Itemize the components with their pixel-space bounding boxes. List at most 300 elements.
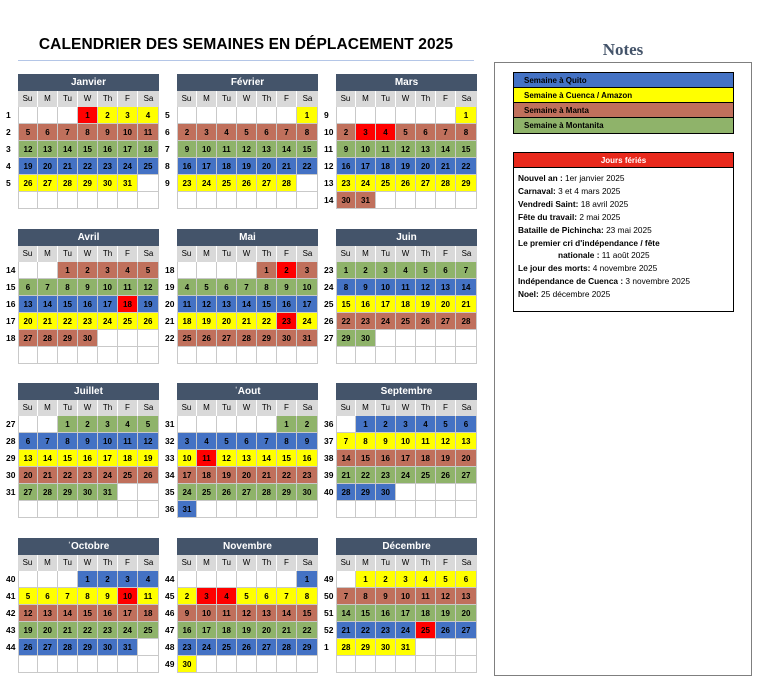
day-cell: 7 (277, 588, 297, 605)
day-cell: 4 (197, 433, 217, 450)
holiday-date: 2 mai 2025 (577, 211, 621, 222)
weekday-label: Th (416, 555, 436, 571)
day-cell: 30 (78, 330, 98, 347)
weekday-header-row (177, 246, 318, 262)
weekday-label: M (38, 555, 58, 571)
page-title: CALENDRIER DES SEMAINES EN DÉPLACEMENT 2025 (38, 36, 454, 53)
weekday-label: Th (257, 555, 277, 571)
day-cell: 8 (297, 124, 318, 141)
day-cell: 20 (38, 622, 58, 639)
day-cell: 23 (78, 313, 98, 330)
day-cell: 13 (237, 450, 257, 467)
day-cell: 22 (58, 313, 78, 330)
day-cell: 25 (217, 175, 237, 192)
week-row (336, 605, 477, 622)
day-cell: 10 (297, 279, 318, 296)
day-cell: 31 (118, 639, 138, 656)
day-cell: 25 (396, 313, 416, 330)
day-cell (177, 192, 197, 209)
day-cell: 19 (396, 158, 416, 175)
day-cell (257, 501, 277, 518)
day-cell: 3 (197, 124, 217, 141)
holiday-name: Bataille de Pichincha: (518, 224, 604, 235)
weekday-label: W (78, 400, 98, 416)
day-cell: 10 (98, 433, 118, 450)
day-cell: 24 (396, 622, 416, 639)
day-cell (217, 347, 237, 364)
week-row (177, 433, 318, 450)
day-cell (197, 262, 217, 279)
day-cell: 13 (257, 605, 277, 622)
day-cell: 8 (58, 279, 78, 296)
day-cell: 18 (416, 605, 436, 622)
day-cell (456, 347, 477, 364)
week-number: 6 (165, 127, 170, 137)
week-row (336, 124, 477, 141)
day-cell: 24 (297, 313, 318, 330)
day-cell (396, 107, 416, 124)
day-cell (277, 571, 297, 588)
week-row (336, 330, 477, 347)
month-header: Février (177, 74, 318, 91)
day-cell (396, 656, 416, 673)
day-cell (436, 501, 456, 518)
day-cell: 22 (257, 313, 277, 330)
weekday-label: Su (336, 400, 356, 416)
day-cell (217, 656, 237, 673)
day-cell (98, 192, 118, 209)
weekday-label: M (38, 91, 58, 107)
day-cell: 14 (237, 296, 257, 313)
legend-manta: Semaine à Manta (514, 103, 733, 118)
day-cell: 5 (436, 416, 456, 433)
day-cell: 18 (138, 605, 159, 622)
day-cell: 13 (217, 296, 237, 313)
week-row (18, 279, 159, 296)
day-cell: 8 (58, 433, 78, 450)
day-cell: 23 (376, 622, 396, 639)
day-cell: 17 (197, 622, 217, 639)
day-cell (396, 330, 416, 347)
day-cell (336, 571, 356, 588)
day-cell: 22 (356, 467, 376, 484)
week-row (18, 433, 159, 450)
day-cell (138, 192, 159, 209)
day-cell: 15 (58, 296, 78, 313)
week-number: 35 (165, 487, 175, 497)
day-cell: 2 (98, 107, 118, 124)
day-cell: 27 (237, 484, 257, 501)
day-cell: 25 (416, 467, 436, 484)
holiday-date: 18 avril 2025 (578, 198, 629, 209)
day-cell: 12 (237, 605, 257, 622)
holidays-box (513, 152, 734, 312)
day-cell: 16 (356, 296, 376, 313)
week-row (18, 124, 159, 141)
day-cell: 5 (237, 124, 257, 141)
week-row (18, 639, 159, 656)
day-cell: 23 (356, 313, 376, 330)
weekday-label: Th (257, 91, 277, 107)
day-cell (138, 484, 159, 501)
day-cell (78, 347, 98, 364)
week-row (336, 107, 477, 124)
week-number: 40 (6, 574, 16, 584)
week-number: 3 (6, 144, 11, 154)
day-cell: 18 (376, 158, 396, 175)
weekday-label: Sa (297, 91, 318, 107)
weekday-header-row (336, 246, 477, 262)
week-number: 20 (165, 299, 175, 309)
week-row (336, 347, 477, 364)
day-cell (237, 107, 257, 124)
week-row (18, 501, 159, 518)
day-cell: 24 (118, 622, 138, 639)
day-cell: 10 (118, 124, 138, 141)
day-cell (336, 416, 356, 433)
week-number: 9 (165, 178, 170, 188)
weekday-label: Tu (58, 91, 78, 107)
day-cell: 31 (98, 484, 118, 501)
month-mai (177, 229, 318, 364)
day-cell: 10 (396, 588, 416, 605)
day-cell: 19 (197, 313, 217, 330)
week-number: 19 (165, 282, 175, 292)
day-cell: 12 (138, 433, 159, 450)
day-cell: 27 (38, 175, 58, 192)
day-cell: 1 (336, 262, 356, 279)
weekday-label: Sa (456, 400, 477, 416)
day-cell: 5 (18, 124, 38, 141)
day-cell: 23 (98, 622, 118, 639)
week-number: 5 (165, 110, 170, 120)
day-cell: 17 (98, 296, 118, 313)
day-cell: 28 (58, 639, 78, 656)
day-cell: 24 (197, 639, 217, 656)
day-cell: 21 (58, 158, 78, 175)
week-row (336, 501, 477, 518)
month-juillet (18, 383, 159, 518)
day-cell (436, 330, 456, 347)
day-cell: 5 (217, 433, 237, 450)
week-number: 38 (324, 453, 334, 463)
day-cell: 7 (38, 279, 58, 296)
weekday-label: Sa (297, 246, 318, 262)
legend (513, 72, 734, 134)
day-cell (98, 330, 118, 347)
week-row (18, 141, 159, 158)
weekday-header-row (336, 400, 477, 416)
week-number: 5 (6, 178, 11, 188)
day-cell: 13 (416, 141, 436, 158)
weekday-label: Th (416, 246, 436, 262)
holiday-date: 11 août 2025 (599, 250, 650, 261)
day-cell: 29 (78, 639, 98, 656)
day-cell: 20 (18, 467, 38, 484)
day-cell: 26 (217, 484, 237, 501)
day-cell: 9 (376, 588, 396, 605)
day-cell: 20 (257, 158, 277, 175)
day-cell (416, 192, 436, 209)
day-cell: 11 (416, 588, 436, 605)
day-cell: 9 (177, 605, 197, 622)
day-cell (356, 107, 376, 124)
week-number: 47 (165, 625, 175, 635)
day-cell: 28 (436, 175, 456, 192)
weekday-header-row (177, 555, 318, 571)
weekday-label: Su (18, 555, 38, 571)
day-cell: 11 (138, 588, 159, 605)
week-number: 1 (6, 110, 11, 120)
weekday-label: Th (98, 400, 118, 416)
day-cell (217, 192, 237, 209)
holiday-item (518, 172, 733, 185)
day-cell: 4 (396, 262, 416, 279)
day-cell (18, 571, 38, 588)
day-cell: 2 (336, 124, 356, 141)
day-cell: 21 (436, 158, 456, 175)
day-cell: 3 (396, 571, 416, 588)
weekday-label: Tu (376, 91, 396, 107)
week-row (177, 467, 318, 484)
day-cell: 28 (257, 484, 277, 501)
day-cell: 26 (237, 639, 257, 656)
day-cell: 14 (277, 141, 297, 158)
week-number: 13 (324, 178, 334, 188)
week-row (177, 605, 318, 622)
week-number: 52 (324, 625, 334, 635)
week-row (18, 588, 159, 605)
week-row (18, 296, 159, 313)
day-cell (58, 656, 78, 673)
day-cell (257, 416, 277, 433)
weekday-label: Th (257, 400, 277, 416)
day-cell: 29 (356, 639, 376, 656)
day-cell: 9 (98, 588, 118, 605)
day-cell (297, 656, 318, 673)
week-number: 41 (6, 591, 16, 601)
day-cell: 7 (38, 433, 58, 450)
weekday-label: Th (416, 91, 436, 107)
week-number: 39 (324, 470, 334, 480)
day-cell (38, 571, 58, 588)
day-cell: 29 (78, 175, 98, 192)
week-row (18, 175, 159, 192)
week-row (177, 158, 318, 175)
day-cell: 16 (78, 450, 98, 467)
holiday-name: nationale : (558, 250, 600, 261)
day-cell: 1 (356, 571, 376, 588)
day-cell: 21 (456, 296, 477, 313)
week-row (177, 141, 318, 158)
day-cell: 6 (456, 416, 477, 433)
weekday-label: Tu (58, 400, 78, 416)
weekday-label: M (38, 246, 58, 262)
day-cell (396, 347, 416, 364)
day-cell: 11 (217, 141, 237, 158)
week-row (18, 605, 159, 622)
weekday-label: W (396, 246, 416, 262)
day-cell (436, 656, 456, 673)
day-cell (118, 192, 138, 209)
weekday-label: Tu (58, 555, 78, 571)
day-cell: 18 (177, 313, 197, 330)
day-cell: 23 (177, 639, 197, 656)
day-cell (197, 501, 217, 518)
weekday-header-row (336, 555, 477, 571)
day-cell: 18 (118, 450, 138, 467)
week-number: 36 (324, 419, 334, 429)
day-cell (38, 192, 58, 209)
holiday-item (518, 185, 733, 198)
day-cell (197, 571, 217, 588)
day-cell (38, 416, 58, 433)
month-header: Mars (336, 74, 477, 91)
week-row (18, 107, 159, 124)
day-cell (58, 107, 78, 124)
day-cell: 20 (257, 622, 277, 639)
weekday-label: F (277, 555, 297, 571)
day-cell: 28 (38, 484, 58, 501)
week-number: 29 (6, 453, 16, 463)
day-cell (138, 656, 159, 673)
day-cell: 14 (58, 605, 78, 622)
day-cell: 19 (436, 605, 456, 622)
day-cell: 25 (376, 175, 396, 192)
weekday-label: M (197, 91, 217, 107)
day-cell: 12 (436, 433, 456, 450)
week-number: 30 (6, 470, 16, 480)
week-row (177, 622, 318, 639)
day-cell (217, 262, 237, 279)
day-cell: 12 (396, 141, 416, 158)
day-cell (118, 330, 138, 347)
holiday-item (518, 275, 733, 288)
day-cell: 6 (18, 279, 38, 296)
day-cell: 26 (197, 330, 217, 347)
week-row (336, 175, 477, 192)
week-row (18, 571, 159, 588)
week-number: 44 (165, 574, 175, 584)
day-cell: 14 (38, 296, 58, 313)
day-cell: 13 (38, 141, 58, 158)
day-cell: 3 (118, 107, 138, 124)
day-cell: 22 (58, 467, 78, 484)
day-cell: 15 (78, 141, 98, 158)
day-cell: 29 (277, 484, 297, 501)
weekday-label: W (396, 91, 416, 107)
day-cell: 1 (297, 107, 318, 124)
weekday-header-row (18, 400, 159, 416)
day-cell: 19 (237, 622, 257, 639)
day-cell (237, 262, 257, 279)
day-cell (436, 107, 456, 124)
day-cell (356, 347, 376, 364)
day-cell: 27 (456, 622, 477, 639)
weekday-label: Su (177, 91, 197, 107)
weekday-label: W (78, 555, 98, 571)
week-number: 4 (6, 161, 11, 171)
holiday-name: Le jour des morts: (518, 263, 591, 274)
month-janvier (18, 74, 159, 209)
day-cell: 10 (376, 279, 396, 296)
day-cell: 17 (98, 450, 118, 467)
holiday-item (518, 249, 733, 262)
day-cell: 27 (217, 330, 237, 347)
day-cell: 10 (197, 605, 217, 622)
day-cell (78, 501, 98, 518)
month-header: ˈOctobre (18, 538, 159, 555)
day-cell: 11 (416, 433, 436, 450)
week-row (18, 467, 159, 484)
day-cell: 21 (58, 622, 78, 639)
week-row (177, 347, 318, 364)
weekday-label: Sa (138, 91, 159, 107)
week-number: 27 (324, 333, 334, 343)
month-header: Janvier (18, 74, 159, 91)
day-cell: 20 (456, 605, 477, 622)
day-cell: 1 (58, 416, 78, 433)
day-cell: 30 (356, 330, 376, 347)
weekday-label: Tu (376, 400, 396, 416)
day-cell: 22 (356, 622, 376, 639)
day-cell (416, 639, 436, 656)
day-cell: 23 (177, 175, 197, 192)
weekday-label: W (396, 555, 416, 571)
day-cell: 22 (78, 158, 98, 175)
day-cell (277, 656, 297, 673)
day-cell: 8 (78, 124, 98, 141)
day-cell: 15 (336, 296, 356, 313)
week-number: 28 (6, 436, 16, 446)
day-cell: 14 (456, 279, 477, 296)
day-cell: 27 (436, 313, 456, 330)
day-cell: 8 (78, 588, 98, 605)
weekday-label: Sa (297, 555, 318, 571)
day-cell (336, 347, 356, 364)
day-cell: 11 (118, 433, 138, 450)
day-cell: 17 (356, 158, 376, 175)
holiday-name: Vendredi Saint: (518, 198, 579, 209)
day-cell (376, 107, 396, 124)
day-cell: 24 (118, 158, 138, 175)
day-cell: 9 (78, 279, 98, 296)
day-cell (177, 262, 197, 279)
week-row (177, 192, 318, 209)
week-row (18, 262, 159, 279)
week-number: 51 (324, 608, 334, 618)
day-cell: 12 (18, 141, 38, 158)
day-cell: 7 (257, 433, 277, 450)
day-cell: 7 (456, 262, 477, 279)
day-cell: 8 (277, 433, 297, 450)
day-cell: 28 (277, 639, 297, 656)
weekday-label: Th (98, 91, 118, 107)
day-cell: 24 (197, 175, 217, 192)
weekday-label: F (118, 91, 138, 107)
week-row (177, 107, 318, 124)
day-cell: 25 (118, 313, 138, 330)
day-cell: 13 (456, 588, 477, 605)
day-cell: 9 (177, 141, 197, 158)
day-cell: 10 (98, 279, 118, 296)
day-cell: 18 (217, 158, 237, 175)
day-cell: 19 (436, 450, 456, 467)
day-cell (336, 656, 356, 673)
day-cell: 19 (18, 622, 38, 639)
week-number: 14 (6, 265, 16, 275)
day-cell (416, 347, 436, 364)
